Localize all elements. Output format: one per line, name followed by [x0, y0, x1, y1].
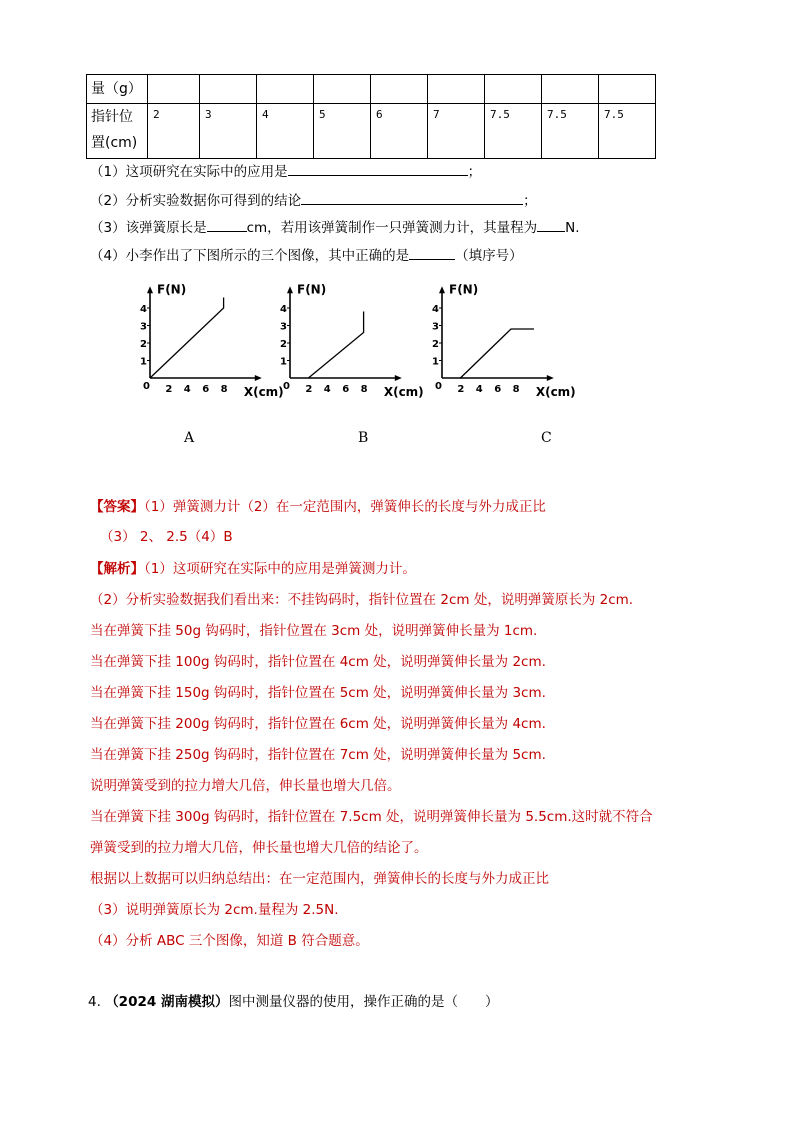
question-1: （1）这项研究在实际中的应用是 ；: [90, 164, 482, 180]
table-cell-value: 3: [200, 104, 257, 159]
x-axis-arrow: [255, 375, 262, 381]
analysis-line: 当在弹簧下挂 50g 钩码时，指针位置在 3cm 处，说明弹簧伸长量为 1cm.: [90, 623, 538, 639]
table-cell: [314, 75, 371, 104]
analysis-tag: 【解析】: [90, 561, 144, 577]
table-cell-value: 7: [428, 104, 485, 159]
graph-line: [460, 329, 534, 378]
graph-line: [150, 298, 224, 379]
origin-label: 0: [435, 381, 442, 392]
analysis-line: 弹簧受到的拉力增大几倍，伸长量也增大几倍的结论了。: [90, 840, 428, 856]
table-cell: [148, 75, 200, 104]
answer-blank: [207, 219, 247, 232]
x-tick-label: 8: [512, 384, 520, 395]
x-axis-label: X(cm): [243, 385, 284, 399]
table-cell-value: 2: [148, 104, 200, 159]
y-tick-label: 1: [432, 356, 439, 368]
table-cell: [485, 75, 542, 104]
x-tick-label: 4: [183, 384, 191, 395]
graph-line: [308, 312, 363, 379]
analysis-line: 当在弹簧下挂 200g 钩码时，指针位置在 6cm 处，说明弹簧伸长量为 4cm.: [90, 716, 546, 732]
table-cell: [200, 75, 257, 104]
analysis-line: 说明弹簧受到的拉力增大几倍，伸长量也增大几倍。: [90, 778, 401, 794]
x-axis-label: X(cm): [383, 385, 424, 399]
analysis-line: （2）分析实验数据我们看出来：不挂钩码时，指针位置在 2cm 处，说明弹簧原长为 2cm.: [90, 592, 634, 608]
caption-a: A: [184, 430, 195, 446]
answer-tag: 【答案】: [90, 499, 144, 515]
x-axis-label: X(cm): [535, 385, 576, 399]
question-source: （2024 湖南模拟）: [105, 994, 229, 1010]
y-axis-label: F(N): [449, 282, 479, 297]
x-tick-label: 8: [360, 384, 368, 395]
y-tick-label: 1: [280, 356, 287, 368]
y-axis-arrow: [287, 286, 293, 293]
y-tick-label: 4: [140, 304, 147, 315]
analysis-line: （4）分析 ABC 三个图像，知道 B 符合题意。: [90, 933, 369, 949]
x-tick-label: 8: [220, 384, 228, 395]
caption-b: B: [358, 430, 369, 446]
answer-blank: [409, 247, 455, 260]
analysis-line: 当在弹簧下挂 250g 钩码时，指针位置在 7cm 处，说明弹簧伸长量为 5cm.: [90, 747, 546, 763]
table-cell-value: 7.5: [542, 104, 599, 159]
answer-line-2: （3） 2、 2.5（4）B: [100, 529, 233, 545]
question-next: 4. （2024 湖南模拟）图中测量仪器的使用，操作正确的是（ ）: [88, 994, 499, 1010]
analysis-line: 当在弹簧下挂 150g 钩码时，指针位置在 5cm 处，说明弹簧伸长量为 3cm.: [90, 685, 546, 701]
caption-c: C: [541, 430, 552, 446]
x-tick-label: 4: [323, 384, 331, 395]
table-cell: [257, 75, 314, 104]
y-tick-label: 3: [140, 321, 147, 333]
table-cell-value: 6: [371, 104, 428, 159]
table-head-pointer: 指针位 置(cm): [87, 104, 148, 159]
y-axis-label: F(N): [157, 282, 187, 297]
table-cell-value: 7.5: [485, 104, 542, 159]
y-axis-arrow: [147, 286, 153, 293]
question-2: （2）分析实验数据你可得到的结论 ；: [90, 193, 537, 209]
x-axis-arrow: [395, 375, 402, 381]
answer-blank: [301, 192, 523, 205]
y-axis-label: F(N): [297, 282, 327, 297]
analysis-line-1: 【解析】（1）这项研究在实际中的应用是弹簧测力计。: [90, 561, 416, 577]
x-tick-label: 6: [342, 384, 350, 395]
table-cell: [428, 75, 485, 104]
y-tick-label: 3: [280, 321, 287, 333]
analysis-line: 当在弹簧下挂 300g 钩码时，指针位置在 7.5cm 处，说明弹簧伸长量为 5.5cm.这时就不符合: [90, 809, 653, 825]
question-3: （3）该弹簧原长是 cm，若用该弹簧制作一只弹簧测力计，其量程为 N.: [90, 220, 580, 236]
x-tick-label: 2: [305, 384, 313, 395]
x-tick-label: 4: [475, 384, 483, 395]
y-tick-label: 4: [432, 304, 439, 315]
table-cell: [599, 75, 656, 104]
y-tick-label: 2: [140, 339, 147, 350]
table-cell-value: 4: [257, 104, 314, 159]
y-tick-label: 1: [140, 356, 147, 368]
answer-blank: [537, 219, 565, 232]
x-tick-label: 6: [494, 384, 502, 395]
graphs-figure: [130, 278, 600, 408]
data-table: [86, 74, 656, 159]
table-head-mass: 量（g）: [87, 75, 148, 104]
y-tick-label: 2: [432, 339, 439, 350]
analysis-line: 根据以上数据可以归纳总结出：在一定范围内，弹簧伸长的长度与外力成正比: [90, 871, 549, 887]
table-cell: [371, 75, 428, 104]
origin-label: 0: [143, 381, 150, 392]
x-tick-label: 2: [457, 384, 465, 395]
y-tick-label: 3: [432, 321, 439, 333]
x-tick-label: 6: [202, 384, 210, 395]
analysis-line: 当在弹簧下挂 100g 钩码时，指针位置在 4cm 处，说明弹簧伸长量为 2cm.: [90, 654, 546, 670]
x-axis-arrow: [547, 375, 554, 381]
answer-line-1: 【答案】（1）弹簧测力计（2）在一定范围内，弹簧伸长的长度与外力成正比: [90, 499, 546, 515]
y-axis-arrow: [439, 286, 445, 293]
analysis-line: （3）说明弹簧原长为 2cm.量程为 2.5N.: [90, 902, 339, 918]
question-4: （4）小李作出了下图所示的三个图像，其中正确的是 （填序号）: [90, 248, 523, 264]
origin-label: 0: [283, 381, 290, 392]
table-cell: [542, 75, 599, 104]
x-tick-label: 2: [165, 384, 173, 395]
y-tick-label: 4: [280, 304, 287, 315]
table-cell-value: 5: [314, 104, 371, 159]
answer-blank: [288, 163, 468, 176]
table-cell-value: 7.5: [599, 104, 656, 159]
y-tick-label: 2: [280, 339, 287, 350]
